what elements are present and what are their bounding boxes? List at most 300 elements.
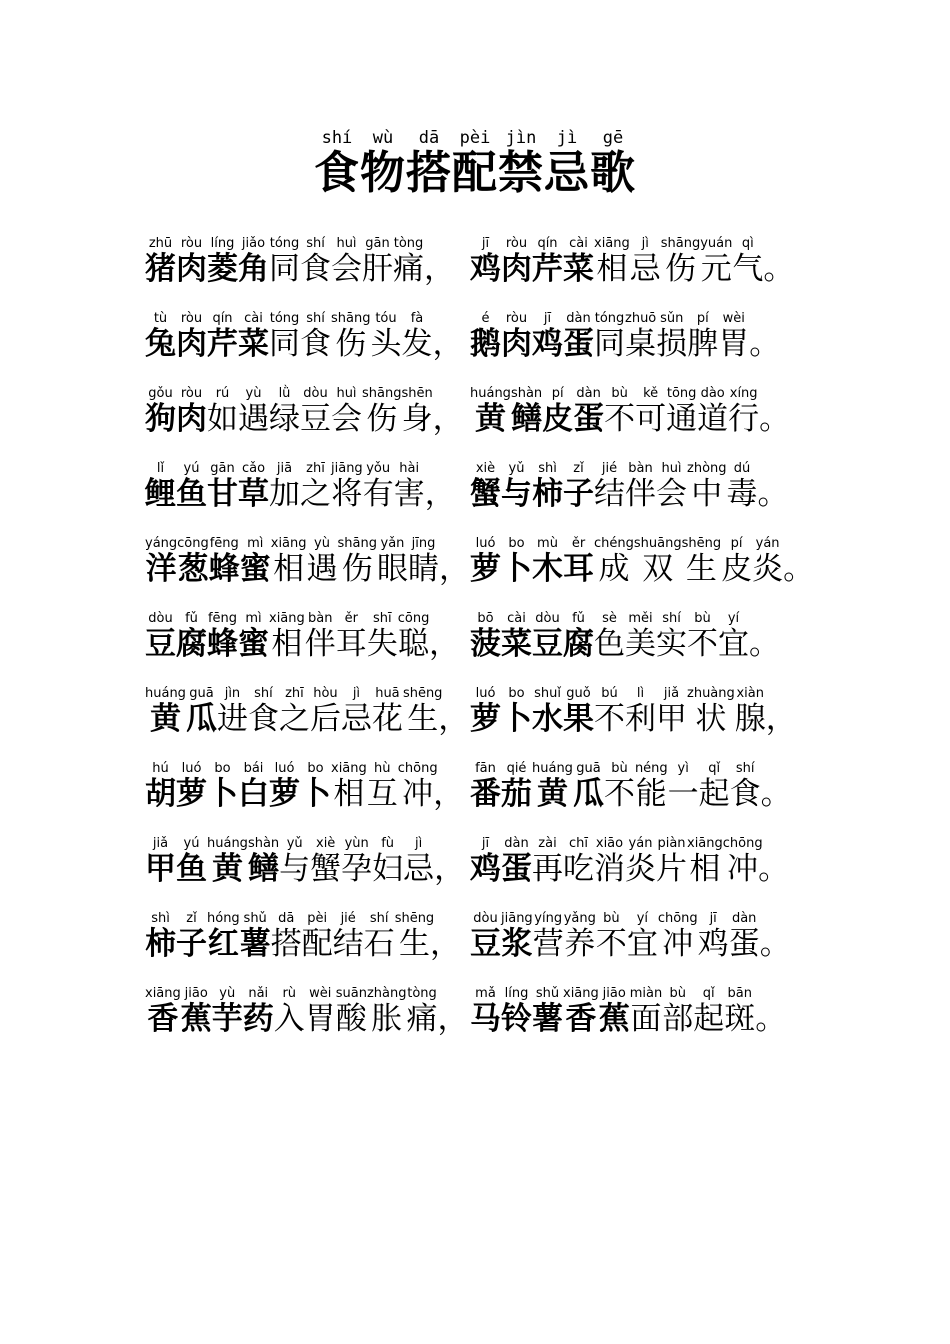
annotated-character: [573, 386, 605, 437]
pinyin: luó: [269, 761, 300, 776]
pinyin: jì: [544, 128, 591, 148]
pinyin: sǔn: [656, 311, 688, 326]
hanzi: 痛: [393, 251, 424, 287]
annotated-character: [238, 761, 269, 812]
annotated-character: [363, 911, 395, 962]
annotated-character: [563, 536, 594, 587]
annotated-character: [657, 911, 698, 962]
pinyin: shī: [366, 611, 398, 626]
pinyin: shēng: [402, 686, 443, 701]
pinyin: cōng: [177, 536, 209, 551]
poem-half-left: [145, 987, 470, 1035]
pinyin: ròu: [501, 236, 532, 251]
annotated-character: [625, 686, 656, 737]
pinyin: pí: [687, 311, 719, 326]
hanzi: 之: [278, 701, 310, 737]
pinyin: xiāng: [687, 836, 723, 851]
pinyin: cài: [501, 611, 532, 626]
pinyin: tóng: [594, 311, 625, 326]
hanzi: 红: [207, 926, 240, 962]
annotated-character: [563, 311, 594, 362]
hanzi: 子: [563, 476, 594, 512]
pinyin: yì: [667, 761, 699, 776]
hanzi: 食: [300, 251, 331, 287]
annotated-character: [697, 911, 729, 962]
pinyin: jī: [470, 836, 501, 851]
pinyin: huì: [331, 236, 362, 251]
hanzi: 萝: [470, 551, 501, 587]
pinyin: xiāng: [331, 761, 367, 776]
hanzi: 不: [604, 401, 636, 437]
annotated-character: [176, 236, 207, 287]
annotated-character: [207, 611, 238, 662]
pinyin: chī: [563, 836, 594, 851]
annotated-character: [563, 461, 594, 512]
hanzi: 遇: [238, 401, 269, 437]
pinyin: yǎng: [563, 911, 596, 926]
end-punct: 。: [759, 401, 791, 437]
annotated-character: [563, 986, 599, 1037]
poem-half-right: [470, 387, 790, 435]
annotated-character: [397, 761, 438, 812]
pinyin: bù: [604, 386, 636, 401]
pinyin: néng: [634, 761, 668, 776]
pinyin: pí: [721, 536, 753, 551]
poem-line: [145, 735, 825, 810]
hanzi: 不: [594, 701, 625, 737]
annotated-character: [309, 686, 341, 737]
pinyin: shēng: [681, 536, 722, 551]
hanzi: 鳝: [247, 851, 280, 887]
annotated-character: [635, 386, 667, 437]
hanzi: 卜: [501, 701, 532, 737]
annotated-character: [656, 686, 687, 737]
annotated-character: [270, 911, 302, 962]
pinyin: líng: [501, 986, 532, 1001]
pinyin: gǒu: [145, 386, 176, 401]
annotated-character: [501, 761, 532, 812]
poem-half-left: [145, 912, 470, 960]
hanzi: 一: [667, 776, 699, 812]
hanzi: 茄: [501, 776, 532, 812]
annotated-character: [207, 236, 238, 287]
hanzi: 芹: [532, 251, 563, 287]
pinyin: mù: [532, 536, 563, 551]
annotated-character: [687, 311, 719, 362]
comma-punct: ，: [429, 926, 461, 962]
pinyin: zhī: [300, 461, 331, 476]
annotated-character: [470, 236, 501, 287]
pinyin: rú: [207, 386, 238, 401]
pinyin: cài: [563, 236, 594, 251]
pinyin: ròu: [176, 311, 207, 326]
pinyin: luó: [176, 761, 207, 776]
pinyin: dòu: [532, 611, 563, 626]
pinyin: jiǎo: [238, 236, 269, 251]
pinyin: dú: [726, 461, 758, 476]
pinyin: chōng: [657, 911, 698, 926]
annotated-character: [269, 461, 300, 512]
annotated-character: [239, 911, 271, 962]
hanzi: 绿: [269, 401, 300, 437]
annotated-character: [470, 311, 501, 362]
annotated-character: [501, 311, 532, 362]
pinyin: tù: [145, 311, 176, 326]
hanzi: 豆: [145, 626, 176, 662]
hanzi: 禁: [498, 146, 545, 199]
hanzi: 忌: [544, 146, 591, 199]
hanzi: 食: [729, 776, 761, 812]
hanzi: 不: [603, 776, 635, 812]
pinyin: zhòng: [687, 461, 727, 476]
pinyin: xiè: [310, 836, 342, 851]
annotated-character: [238, 461, 269, 512]
pinyin: shí: [300, 236, 331, 251]
hanzi: 互: [366, 776, 398, 812]
hanzi: 生: [681, 551, 722, 587]
annotated-character: [700, 236, 733, 287]
annotated-character: [371, 686, 403, 737]
hanzi: 孕: [341, 851, 373, 887]
hanzi: 结: [332, 926, 364, 962]
annotated-character: [216, 686, 248, 737]
annotated-character: [728, 911, 760, 962]
annotated-character: [501, 986, 532, 1037]
pinyin: zhuō: [625, 311, 657, 326]
pinyin: yù: [238, 386, 269, 401]
pinyin: fà: [401, 311, 433, 326]
annotated-character: [335, 986, 367, 1037]
poem-half-right: [470, 912, 791, 960]
poem-half-right: [470, 312, 780, 360]
annotated-character: [718, 611, 749, 662]
hanzi: 番: [470, 776, 501, 812]
hanzi: 与: [279, 851, 311, 887]
annotated-character: [397, 611, 430, 662]
annotated-character: [270, 536, 307, 587]
poem-half-right: [470, 612, 780, 660]
hanzi: 面: [629, 1001, 663, 1037]
pinyin: qín: [532, 236, 563, 251]
annotated-character: [238, 311, 269, 362]
annotated-character: [401, 386, 433, 437]
pinyin: fǔ: [176, 611, 207, 626]
pinyin: shēn: [401, 386, 433, 401]
pinyin: jīng: [407, 536, 439, 551]
pinyin: jī: [532, 311, 563, 326]
pinyin: huáng: [470, 386, 511, 401]
pinyin: wèi: [718, 311, 750, 326]
annotated-character: [594, 311, 625, 362]
hanzi: 狗: [145, 401, 176, 437]
annotated-character: [331, 386, 362, 437]
comma-punct: ，: [429, 626, 461, 662]
hanzi: 鱼: [176, 851, 207, 887]
hanzi: 肉: [501, 326, 532, 362]
poem-half-right: [470, 237, 794, 285]
hanzi: 营: [532, 926, 564, 962]
annotated-character: [247, 686, 279, 737]
hanzi: 相: [594, 251, 630, 287]
annotated-character: [176, 611, 207, 662]
annotated-character: [359, 128, 406, 199]
poem-line: [145, 285, 825, 360]
annotated-character: [366, 761, 398, 812]
pinyin: bo: [501, 536, 532, 551]
annotated-character: [698, 761, 730, 812]
pinyin: xiāng: [563, 986, 599, 1001]
annotated-character: [405, 128, 452, 199]
hanzi: 养: [563, 926, 596, 962]
pinyin: bù: [662, 986, 694, 1001]
pinyin: zhī: [278, 686, 310, 701]
hanzi: 相: [687, 851, 723, 887]
annotated-character: [401, 311, 433, 362]
hanzi: 将: [331, 476, 363, 512]
hanzi: 皮: [542, 401, 574, 437]
hanzi: 黄: [207, 851, 248, 887]
hanzi: 卜: [501, 551, 532, 587]
annotated-character: [180, 986, 212, 1037]
pinyin: yǔ: [279, 836, 311, 851]
pinyin: hòu: [309, 686, 341, 701]
hanzi: 薯: [239, 926, 271, 962]
hanzi: 药: [242, 1001, 274, 1037]
hanzi: 蟹: [470, 476, 501, 512]
hanzi: 浆: [501, 926, 533, 962]
hanzi: 炎: [752, 551, 784, 587]
pinyin: dàn: [563, 311, 594, 326]
hanzi: 配: [451, 146, 498, 199]
annotated-character: [176, 911, 207, 962]
poem-line: [145, 660, 825, 735]
annotated-character: [501, 461, 532, 512]
pinyin: yáng: [145, 536, 178, 551]
annotated-character: [728, 386, 760, 437]
annotated-character: [726, 461, 758, 512]
pinyin: shì: [532, 461, 563, 476]
annotated-character: [625, 311, 657, 362]
annotated-character: [278, 686, 310, 737]
pinyin: lì: [625, 686, 656, 701]
hanzi: 起: [693, 1001, 725, 1037]
hanzi: 美: [625, 626, 656, 662]
hanzi: 身: [401, 401, 433, 437]
hanzi: 蜂: [207, 626, 238, 662]
pinyin: yǔ: [501, 461, 532, 476]
annotated-character: [693, 986, 725, 1037]
pinyin: xíng: [728, 386, 760, 401]
pinyin: huáng: [532, 761, 573, 776]
pinyin: pèi: [451, 128, 498, 148]
pinyin: hú: [145, 761, 176, 776]
annotated-character: [300, 461, 331, 512]
pinyin: dòu: [470, 911, 501, 926]
hanzi: 甘: [207, 476, 238, 512]
hanzi: 冲: [722, 851, 763, 887]
pinyin: tóng: [269, 311, 300, 326]
annotated-character: [145, 911, 176, 962]
annotated-character: [238, 236, 269, 287]
pinyin: jié: [332, 911, 364, 926]
hanzi: 胀: [366, 1001, 407, 1037]
hanzi: 片: [656, 851, 687, 887]
hanzi: 鸡: [470, 251, 501, 287]
annotated-character: [301, 911, 333, 962]
pinyin: qín: [207, 311, 238, 326]
pinyin: kě: [635, 386, 667, 401]
pinyin: jì: [403, 836, 435, 851]
hanzi: 瓜: [572, 776, 604, 812]
pinyin: wèi: [304, 986, 336, 1001]
hanzi: 加: [269, 476, 300, 512]
pinyin: dàn: [728, 911, 760, 926]
hanzi: 搭: [270, 926, 302, 962]
hanzi: 眼: [376, 551, 408, 587]
hanzi: 鸡: [532, 326, 563, 362]
annotated-character: [595, 911, 627, 962]
hanzi: 蟹: [310, 851, 342, 887]
pinyin: yuán: [700, 236, 733, 251]
annotated-character: [656, 311, 688, 362]
hanzi: 相: [270, 551, 307, 587]
hanzi: 豆: [300, 401, 331, 437]
hanzi: 进: [216, 701, 248, 737]
annotated-character: [532, 536, 563, 587]
annotated-character: [660, 236, 701, 287]
annotated-character: [470, 611, 501, 662]
annotated-character: [501, 611, 532, 662]
pinyin: qǐ: [693, 986, 725, 1001]
pinyin: dàn: [501, 836, 532, 851]
pinyin: dòu: [300, 386, 331, 401]
hanzi: 聪: [397, 626, 430, 662]
hanzi: 花: [371, 701, 403, 737]
hanzi: 道: [697, 401, 729, 437]
hanzi: 会: [331, 401, 362, 437]
end-punct: 。: [758, 851, 790, 887]
poem-line: [145, 360, 825, 435]
pinyin: wù: [359, 128, 406, 148]
annotated-character: [310, 836, 342, 887]
annotated-character: [470, 836, 501, 887]
poem-half-left: [145, 537, 470, 585]
annotated-character: [145, 761, 176, 812]
poem-half-left: [145, 462, 470, 510]
hanzi: 角: [238, 251, 269, 287]
pinyin: mì: [239, 536, 271, 551]
annotated-character: [470, 536, 501, 587]
hanzi: 水: [532, 701, 563, 737]
end-punct: ，: [765, 701, 797, 737]
hanzi: 起: [698, 776, 730, 812]
hanzi: 耳: [335, 626, 367, 662]
hanzi: 妇: [372, 851, 404, 887]
hanzi: 如: [207, 401, 238, 437]
annotated-character: [362, 461, 394, 512]
hanzi: 腐: [563, 626, 594, 662]
annotated-character: [662, 986, 694, 1037]
pinyin: bo: [300, 761, 331, 776]
hanzi: 伴: [625, 476, 656, 512]
hanzi: 蜜: [239, 551, 271, 587]
hanzi: 兔: [145, 326, 176, 362]
annotated-character: [532, 986, 563, 1037]
pinyin: shí: [300, 311, 331, 326]
pinyin: zhū: [145, 236, 176, 251]
pinyin: cǎo: [238, 461, 269, 476]
hanzi: 损: [656, 326, 688, 362]
annotated-character: [145, 986, 181, 1037]
pinyin: bàn: [304, 611, 336, 626]
annotated-character: [594, 611, 625, 662]
pinyin: bō: [470, 611, 501, 626]
annotated-character: [729, 761, 761, 812]
annotated-character: [211, 986, 243, 1037]
hanzi: 同: [594, 326, 625, 362]
annotated-character: [532, 311, 563, 362]
pinyin: lǜ: [269, 386, 300, 401]
hanzi: 胃: [718, 326, 750, 362]
hanzi: 猪: [145, 251, 176, 287]
pinyin: jiāo: [180, 986, 212, 1001]
annotated-character: [269, 386, 300, 437]
annotated-character: [594, 836, 625, 887]
annotated-character: [207, 311, 238, 362]
end-punct: 。: [783, 551, 815, 587]
comma-punct: ，: [433, 776, 465, 812]
hanzi: 色: [594, 626, 625, 662]
end-punct: 。: [749, 626, 780, 662]
hanzi: 蕉: [180, 1001, 212, 1037]
hanzi: 冲: [397, 776, 438, 812]
pinyin: cōng: [397, 611, 430, 626]
pinyin: cài: [238, 311, 269, 326]
poem-line: [145, 585, 825, 660]
hanzi: 胡: [145, 776, 176, 812]
annotated-character: [247, 836, 280, 887]
pinyin: yíng: [532, 911, 564, 926]
annotated-character: [238, 611, 269, 662]
hanzi: 斑: [724, 1001, 756, 1037]
annotated-character: [300, 761, 331, 812]
annotated-character: [300, 311, 331, 362]
hanzi: 可: [635, 401, 667, 437]
pinyin: yú: [176, 836, 207, 851]
hanzi: 再: [532, 851, 563, 887]
hanzi: 蜂: [208, 551, 240, 587]
annotated-character: [306, 536, 338, 587]
annotated-character: [470, 686, 501, 737]
pinyin: tòng: [393, 236, 424, 251]
hanzi: 蜜: [238, 626, 269, 662]
pinyin: shǔ: [239, 911, 271, 926]
hanzi: 黄: [532, 776, 573, 812]
pinyin: guā: [185, 686, 217, 701]
hanzi: 木: [532, 551, 563, 587]
hanzi: 双: [633, 551, 682, 587]
annotated-character: [625, 461, 656, 512]
annotated-character: [393, 236, 424, 287]
annotated-character: [208, 536, 240, 587]
pinyin: hóng: [207, 911, 240, 926]
annotated-character: [563, 686, 594, 737]
pinyin: dòu: [145, 611, 176, 626]
hanzi: 配: [301, 926, 333, 962]
annotated-character: [721, 536, 753, 587]
pinyin: luó: [470, 686, 501, 701]
hanzi: 会: [656, 476, 687, 512]
